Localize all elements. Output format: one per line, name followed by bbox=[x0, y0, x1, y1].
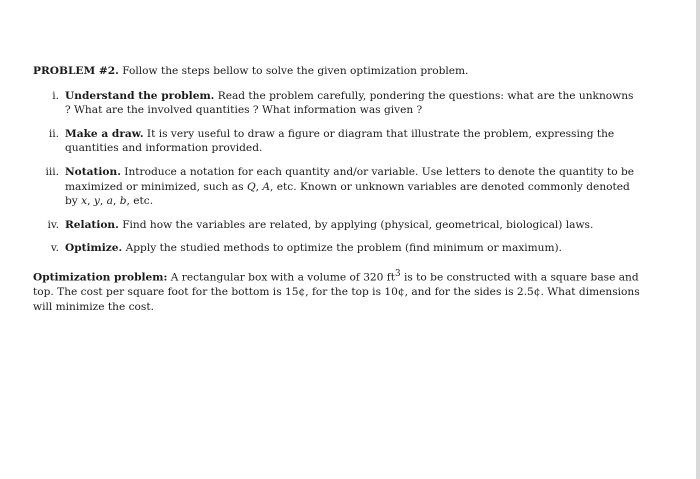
problem-intro: Follow the steps bellow to solve the given optimization problem. bbox=[122, 65, 469, 77]
step-text: , etc. Known or unknown variables are denoted commonly denoted by bbox=[65, 180, 630, 208]
variable-b: b bbox=[119, 195, 127, 208]
variable-y: y bbox=[93, 195, 100, 208]
optimization-problem bbox=[33, 267, 641, 314]
step-text: Find how the variables are related, by applying (physical, geometrical, biological) laws. bbox=[122, 218, 594, 231]
problem-document bbox=[33, 64, 641, 325]
problem-heading bbox=[33, 64, 641, 79]
step-number: iv. bbox=[47, 218, 59, 231]
variable-a: a bbox=[106, 195, 113, 208]
step-item bbox=[33, 241, 641, 256]
step-title: Optimize. bbox=[65, 242, 123, 255]
exponent: 3 bbox=[394, 268, 401, 279]
step-title: Understand the problem. bbox=[65, 89, 215, 102]
step-item bbox=[33, 89, 641, 118]
step-text: Introduce a notation for each quantity and/or variable. Use letters to denote the quantity to be maximized or minimized, such as bbox=[65, 165, 635, 193]
step-title: Notation. bbox=[65, 165, 121, 178]
step-text: Read the problem carefully, pondering the questions: what are the unknowns ? What are the involved quantities ? What information was given ? bbox=[65, 89, 634, 117]
variable-q: Q bbox=[246, 180, 256, 193]
problem-text: is to be constructed with a square base and top. The cost per square foot for the bottom is 15¢, for the top is 10¢, and for the sides is 2.5¢. What dimensions will minimize the cost. bbox=[33, 271, 640, 313]
step-title: Relation. bbox=[65, 218, 119, 231]
step-number: iii. bbox=[45, 165, 59, 178]
step-number: i. bbox=[52, 89, 59, 102]
step-text: Apply the studied methods to optimize the problem (find minimum or maximum). bbox=[125, 242, 563, 255]
step-text: It is very useful to draw a figure or diagram that illustrate the problem, expressing the quantities and information provided. bbox=[65, 127, 615, 155]
variable-a-capital: A bbox=[262, 180, 271, 193]
step-item bbox=[33, 218, 641, 233]
step-number: v. bbox=[50, 242, 59, 255]
step-number: ii. bbox=[48, 127, 59, 140]
optimization-problem-label: Optimization problem: bbox=[33, 271, 168, 284]
step-item bbox=[33, 127, 641, 156]
page-edge bbox=[696, 0, 700, 479]
problem-label: PROBLEM #2. bbox=[33, 65, 119, 77]
variable-x: x bbox=[81, 195, 88, 208]
steps-list bbox=[33, 89, 641, 256]
step-title: Make a draw. bbox=[65, 127, 144, 140]
step-text: , etc. bbox=[126, 195, 154, 208]
problem-text: A rectangular box with a volume of 320 ft bbox=[170, 271, 395, 284]
step-item: iii. Notation. Introduce a notation for each quantity and/or variable. Use letters to denote the quantity to be maximized or minimized, such as Q, A, etc. Known or unknown variables are denoted commonly denoted by x, y, a, b, etc. bbox=[33, 165, 641, 209]
